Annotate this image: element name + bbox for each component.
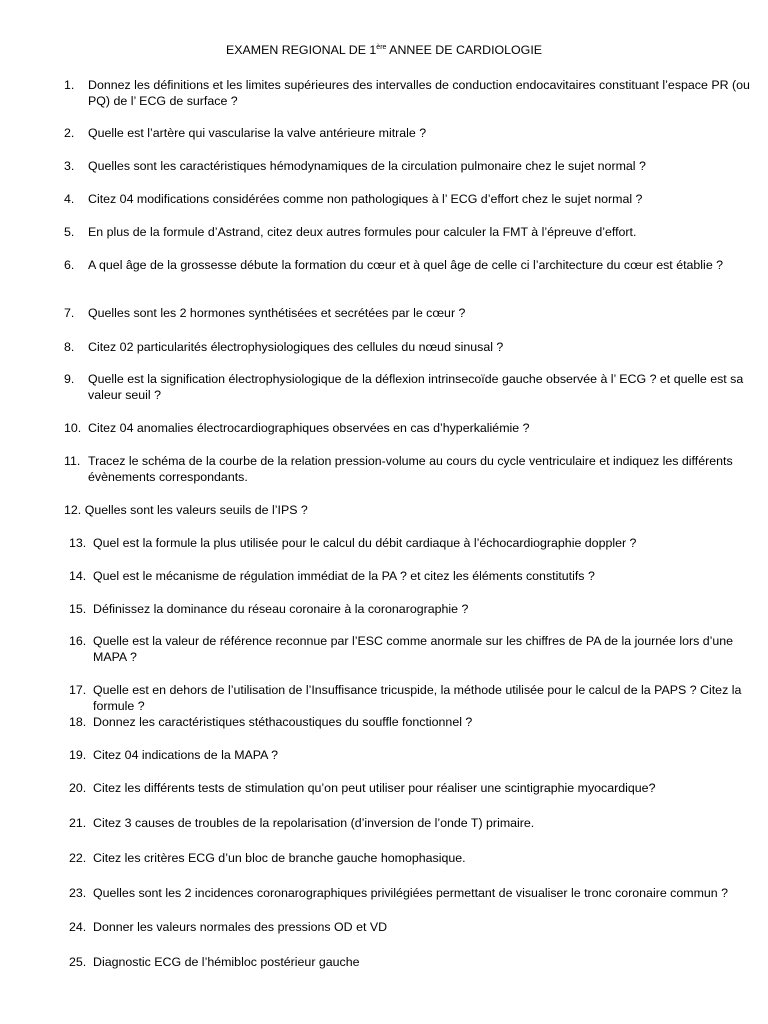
- question-text: Définissez la dominance du réseau coronaire à la coronarographie ?: [93, 602, 469, 616]
- question-item: [69, 850, 768, 866]
- question-item: [64, 420, 768, 436]
- question-item: [64, 502, 744, 518]
- question-number: 3.: [64, 159, 75, 173]
- question-item: [64, 257, 768, 273]
- question-number: 13.: [69, 536, 87, 550]
- question-number: 19.: [69, 748, 87, 762]
- page-title: [0, 43, 768, 57]
- question-text: Quelles sont les valeurs seuils de l’IPS ?: [84, 503, 308, 517]
- question-text: Donnez les définitions et les limites supérieures des intervalles de conduction endocavitaires constituant l’espace PR (ou PQ) de l’ ECG de surface ?: [88, 78, 750, 108]
- question-item: [69, 747, 768, 763]
- question-number: 11.: [64, 454, 81, 468]
- question-item: [69, 780, 768, 796]
- question-item: [69, 815, 768, 831]
- question-text: Quelle est la signification électrophysiologique de la déflexion intrinsecoïde gauche observée à l’ ECG ? et quelle est sa valeur seuil ?: [88, 372, 744, 402]
- question-text: Donnez les caractéristiques stéthacoustiques du souffle fonctionnel ?: [93, 715, 473, 729]
- question-text: Citez 04 indications de la MAPA ?: [93, 748, 279, 762]
- question-text: Diagnostic ECG de l’hémibloc postérieur gauche: [93, 955, 360, 969]
- title-rest: ANNEE DE CARDIOLOGIE: [386, 43, 543, 57]
- question-number: 12.: [64, 503, 82, 517]
- question-item: [64, 191, 768, 207]
- question-text: Quel est la formule la plus utilisée pour le calcul du débit cardiaque à l’échocardiographie doppler ?: [93, 536, 637, 550]
- question-item: [64, 224, 768, 240]
- question-item: [64, 305, 768, 321]
- question-text: Citez les critères ECG d’un bloc de branche gauche homophasique.: [93, 851, 466, 865]
- question-item: [69, 601, 768, 617]
- title-main: EXAMEN REGIONAL DE 1: [225, 43, 377, 57]
- question-text: Citez 04 anomalies électrocardiographiques observées en cas d’hyperkaliémie ?: [88, 421, 530, 435]
- question-text: En plus de la formule d’Astrand, citez deux autres formules pour calculer la FMT à l’épreuve d’effort.: [88, 225, 637, 239]
- question-item: [64, 371, 768, 403]
- question-number: 1.: [64, 78, 75, 92]
- question-number: 24.: [69, 920, 87, 934]
- question-item: [64, 339, 768, 355]
- question-number: 17.: [69, 683, 87, 697]
- question-item: [69, 714, 768, 730]
- question-item: [69, 919, 768, 935]
- question-number: 9.: [64, 372, 75, 386]
- question-number: 8.: [64, 340, 75, 354]
- question-item: [69, 568, 768, 584]
- question-text: Quelle est en dehors de l’utilisation de l’Insuffisance tricuspide, la méthode utilisée pour le calcul de la PAPS ? Citez la formule ?: [93, 683, 742, 713]
- question-item: [69, 633, 768, 665]
- question-item: [69, 682, 768, 714]
- question-number: 20.: [69, 781, 87, 795]
- question-text: Quelles sont les caractéristiques hémodynamiques de la circulation pulmonaire chez le sujet normal ?: [88, 159, 646, 173]
- question-text: Donner les valeurs normales des pressions OD et VD: [93, 920, 388, 934]
- question-number: 5.: [64, 225, 75, 239]
- question-number: 4.: [64, 192, 75, 206]
- question-text: Tracez le schéma de la courbe de la relation pression-volume au cours du cycle ventriculaire et indiquez les différents évènements correspondants.: [88, 454, 733, 484]
- question-text: Citez les différents tests de stimulation qu’on peut utiliser pour réaliser une scintigraphie myocardique?: [93, 781, 656, 795]
- question-number: 18.: [69, 715, 87, 729]
- question-number: 25.: [69, 955, 87, 969]
- question-item: [69, 954, 768, 970]
- question-text: Quelle est la valeur de référence reconnue par l’ESC comme anormale sur les chiffres de PA de la journée lors d’une MAPA ?: [93, 634, 734, 664]
- question-number: 7.: [64, 306, 75, 320]
- question-number: 15.: [69, 602, 87, 616]
- question-number: 14.: [69, 569, 87, 583]
- question-text: Quelles sont les 2 hormones synthétisées et secrétées par le cœur ?: [88, 306, 466, 320]
- question-number: 21.: [69, 816, 87, 830]
- question-number: 16.: [69, 634, 87, 648]
- question-item: [64, 158, 768, 174]
- question-text: Citez 04 modifications considérées comme non pathologiques à l’ ECG d’effort chez le sujet normal ?: [88, 192, 643, 206]
- question-number: 23.: [69, 886, 87, 900]
- question-text: Quelles sont les 2 incidences coronarographiques privilégiées permettant de visualiser le tronc coronaire commun ?: [93, 886, 729, 900]
- question-number: 10.: [64, 421, 82, 435]
- question-number: 2.: [64, 126, 75, 140]
- question-item: [64, 77, 768, 109]
- question-item: [69, 885, 768, 901]
- question-text: A quel âge de la grossesse débute la formation du cœur et à quel âge de celle ci l’architecture du cœur est établie ?: [88, 258, 724, 272]
- question-item: [64, 125, 768, 141]
- question-text: Citez 02 particularités électrophysiologiques des cellules du nœud sinusal ?: [88, 340, 504, 354]
- question-text: Quel est le mécanisme de régulation immédiat de la PA ? et citez les éléments constitutifs ?: [93, 569, 595, 583]
- question-text: Quelle est l’artère qui vascularise la valve antérieure mitrale ?: [88, 126, 427, 140]
- question-item: [64, 453, 768, 485]
- question-number: 22.: [69, 851, 87, 865]
- question-number: 6.: [64, 258, 75, 272]
- title-superscript: ère: [376, 44, 387, 51]
- question-text: Citez 3 causes de troubles de la repolarisation (d’inversion de l’onde T) primaire.: [93, 816, 535, 830]
- question-item: [69, 535, 768, 551]
